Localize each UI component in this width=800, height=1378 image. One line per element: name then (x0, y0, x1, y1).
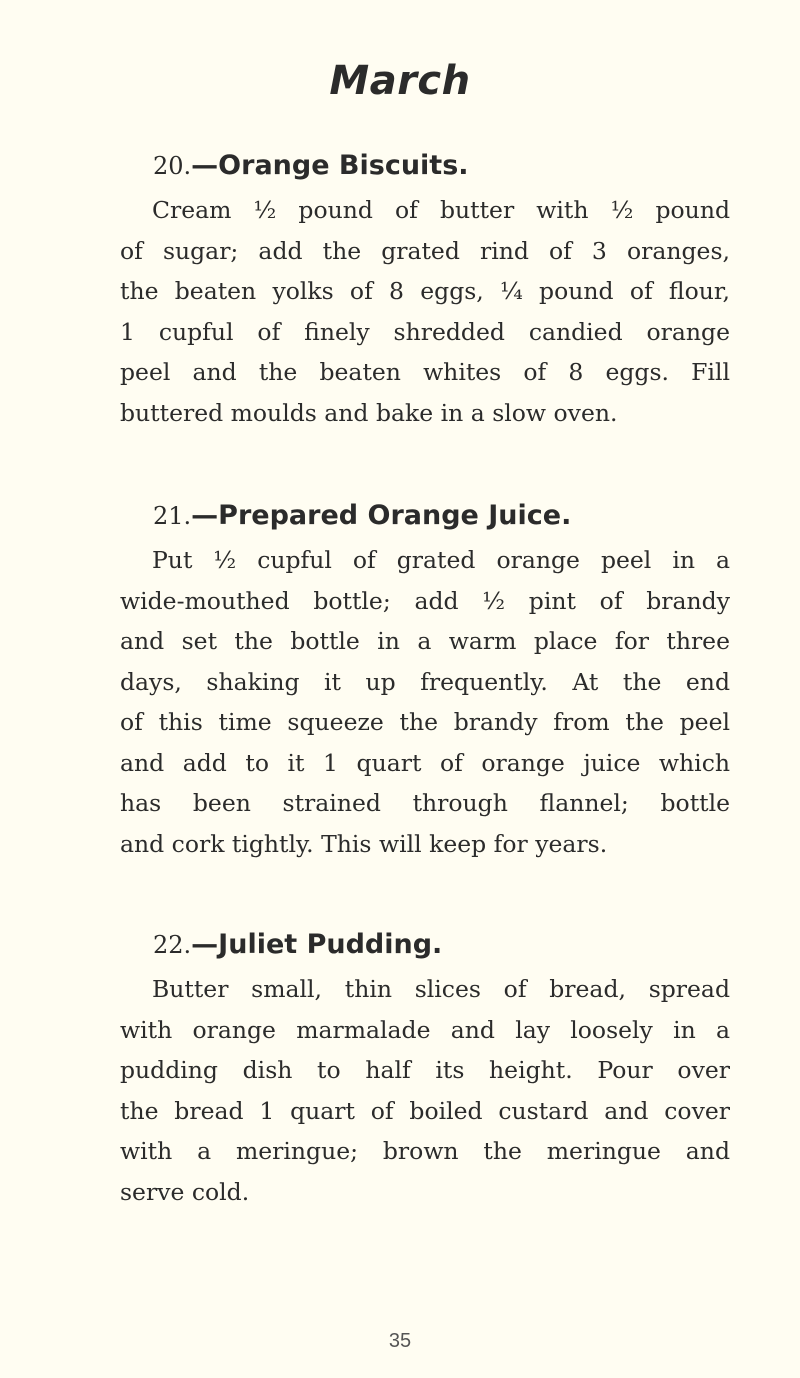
recipe-line: serve cold. (120, 1177, 250, 1206)
recipe-line: of sugar; add the grated rind of 3 oranges, (120, 236, 730, 265)
recipe-title (120, 925, 730, 965)
recipe-line: of this time squeeze the brandy from the peel (120, 708, 730, 736)
recipe-line: the beaten yolks of 8 eggs, ¼ pound of flour, (120, 277, 730, 305)
recipe-line: with a meringue; brown the meringue and (120, 1137, 730, 1165)
recipe-body (120, 190, 730, 433)
recipe-orange-biscuits (120, 146, 730, 433)
recipe-line: with orange marmalade and lay loosely in a (120, 1015, 730, 1044)
recipe-title-text: —Prepared Orange Juice. (191, 500, 572, 531)
recipe-body (120, 540, 730, 864)
recipe-line: peel and the beaten whites of 8 eggs. Fill (120, 358, 730, 386)
recipe-line: and set the bottle in a warm place for three (120, 627, 730, 655)
recipe-juliet-pudding (120, 925, 730, 1212)
recipe-line: 1 cupful of finely shredded candied orange (120, 317, 730, 346)
running-header: March (329, 58, 471, 104)
recipe-body (120, 969, 730, 1212)
recipe-number: 21. (153, 502, 192, 530)
recipe-line: wide-mouthed bottle; add ½ pint of brandy (120, 586, 730, 615)
recipe-line: and cork tightly. This will keep for years. (120, 829, 608, 858)
recipe-line: Put ½ cupful of grated orange peel in a (152, 546, 730, 574)
recipe-title (120, 146, 730, 186)
recipe-line: Butter small, thin slices of bread, spread (152, 975, 730, 1003)
recipe-line: days, shaking it up frequently. At the end (120, 667, 730, 696)
recipe-line: pudding dish to half its height. Pour over (120, 1056, 730, 1084)
recipe-line: buttered moulds and bake in a slow oven. (120, 398, 618, 427)
recipe-prepared-orange-juice (120, 496, 730, 864)
recipe-line: the bread 1 quart of boiled custard and cover (120, 1096, 730, 1125)
recipe-number: 20. (153, 152, 192, 180)
recipe-line: has been strained through flannel; bottle (120, 789, 730, 817)
recipe-line: Cream ½ pound of butter with ½ pound (152, 196, 730, 224)
recipe-title-text: —Orange Biscuits. (191, 150, 469, 181)
recipe-number: 22. (153, 931, 192, 959)
recipe-title-text: —Juliet Pudding. (191, 929, 443, 960)
recipe-line: and add to it 1 quart of orange juice which (120, 748, 730, 777)
recipe-title (120, 496, 730, 536)
page-number: 35 (388, 1330, 412, 1352)
